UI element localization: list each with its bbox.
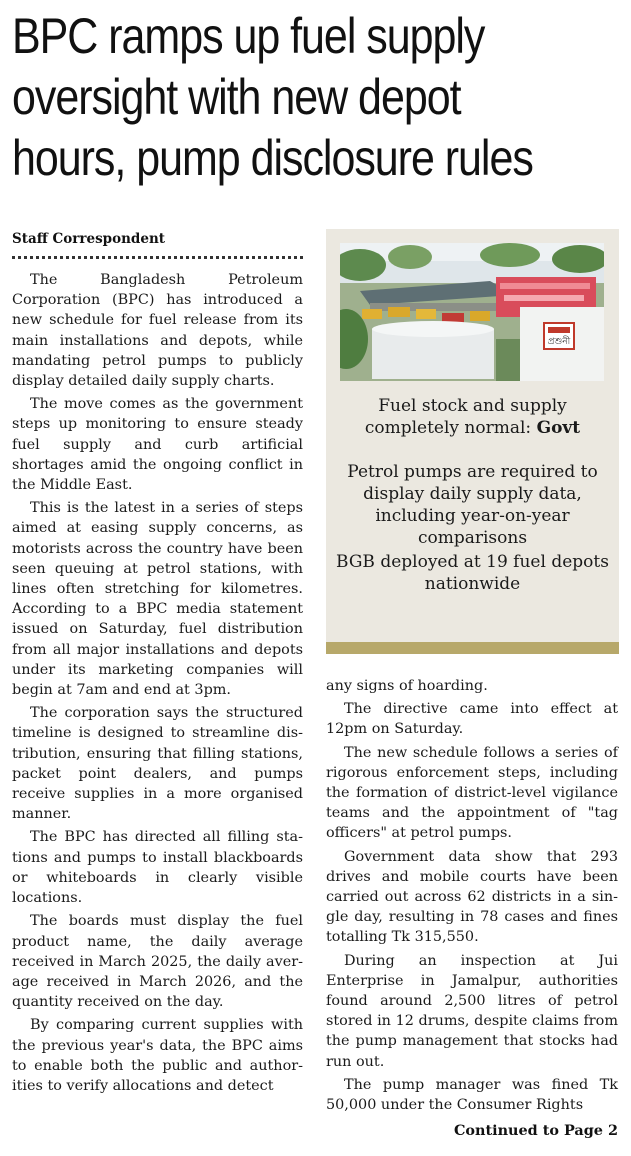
paragraph-continuation: any signs of hoarding.: [326, 678, 488, 694]
paragraph: This is the latest in a series of steps aimed at easing supply concerns, as motorists across the country have been seen queuing at petrol stations, with lines often stretching for kilometres. According to a BPC media statement issued on Saturday, fuel distribution from all major installations and depots under its marketing companies will begin at 7am and end at 3pm.: [12, 500, 303, 699]
fuel-depot-photo: [340, 243, 604, 381]
paragraph: The pump manager was fined Tk 50,000 under the Consumer Rights: [326, 1076, 618, 1114]
byline: Staff Correspondent: [12, 231, 166, 247]
headline-line-1: BPC ramps up fuel supply: [12, 8, 485, 64]
photo-sign-text: প্রশুনী: [547, 337, 571, 347]
fuel-depot-illustration: [340, 243, 604, 381]
highlight-line: completely normal:: [364, 418, 537, 438]
continued-link[interactable]: Continued to Page 2: [453, 1122, 618, 1139]
paragraph: The boards must display the fuel product name, the daily average received in March 2025, the daily average received in March 2026, and the quantity received on the day.: [12, 913, 303, 1011]
paragraph: The new schedule follows a series of rigorous enforcement steps, including the formation of district-level vigilance teams and the appointment of "tag officers" at petrol pumps.: [326, 744, 618, 842]
paragraph: The BPC has directed all filling stations and pumps to install blackboards or whiteboards in clearly visible locations.: [12, 829, 303, 907]
paragraph: By comparing current supplies with the previous year's data, the BPC aims to enable both the public and authorities to verify allocations and detect: [12, 1017, 303, 1094]
highlight-pump-disclosure: Petrol pumps are required to display daily supply data, including year-on-year comparisons: [347, 462, 598, 548]
paragraph: The directive came into effect at 12pm on Saturday.: [326, 701, 618, 738]
paragraph: The corporation says the structured timeline is designed to streamline distribution, ensuring that filling stations, packet point dealers, and pumps receive supplies in a more organised manner.: [12, 705, 303, 823]
headline: [12, 6, 622, 189]
article-column-left: [12, 270, 303, 1099]
paragraph: During an inspection at Jui Enterprise in Jamalpur, authorities found around 2,500 litres of petrol stored in 12 drums, despite claims from the pump management that stocks had run out.: [326, 952, 618, 1070]
highlight-line: Fuel stock and supply: [378, 396, 567, 416]
sidebar-accent-bar: [326, 642, 619, 654]
article-column-right: [326, 676, 618, 1118]
byline-divider: [12, 256, 303, 259]
paragraph: Government data show that 293 drives and mobile courts have been carried out across 62 districts in a single day, resulting in 78 cases and fines totalling Tk 315,550.: [326, 848, 618, 946]
highlight-bgb-deployed: BGB deployed at 19 fuel depots nationwide: [336, 552, 609, 594]
highlight-source: Govt: [536, 418, 581, 438]
highlight-stock-normal: [326, 395, 619, 439]
highlights-sidebar: [326, 229, 619, 654]
headline-line-3: hours, pump disclosure rules: [12, 130, 533, 186]
paragraph: The Bangladesh Petroleum Corporation (BPC) has introduced a new schedule for fuel release from its main installations and depots, while mandating petrol pumps to publicly display detailed daily supply charts.: [12, 272, 303, 390]
paragraph: The move comes as the government steps up monitoring to ensure steady fuel supply and curb artificial shortages amid the ongoing conflict in the Middle East.: [12, 396, 303, 494]
headline-line-2: oversight with new depot: [12, 69, 461, 125]
